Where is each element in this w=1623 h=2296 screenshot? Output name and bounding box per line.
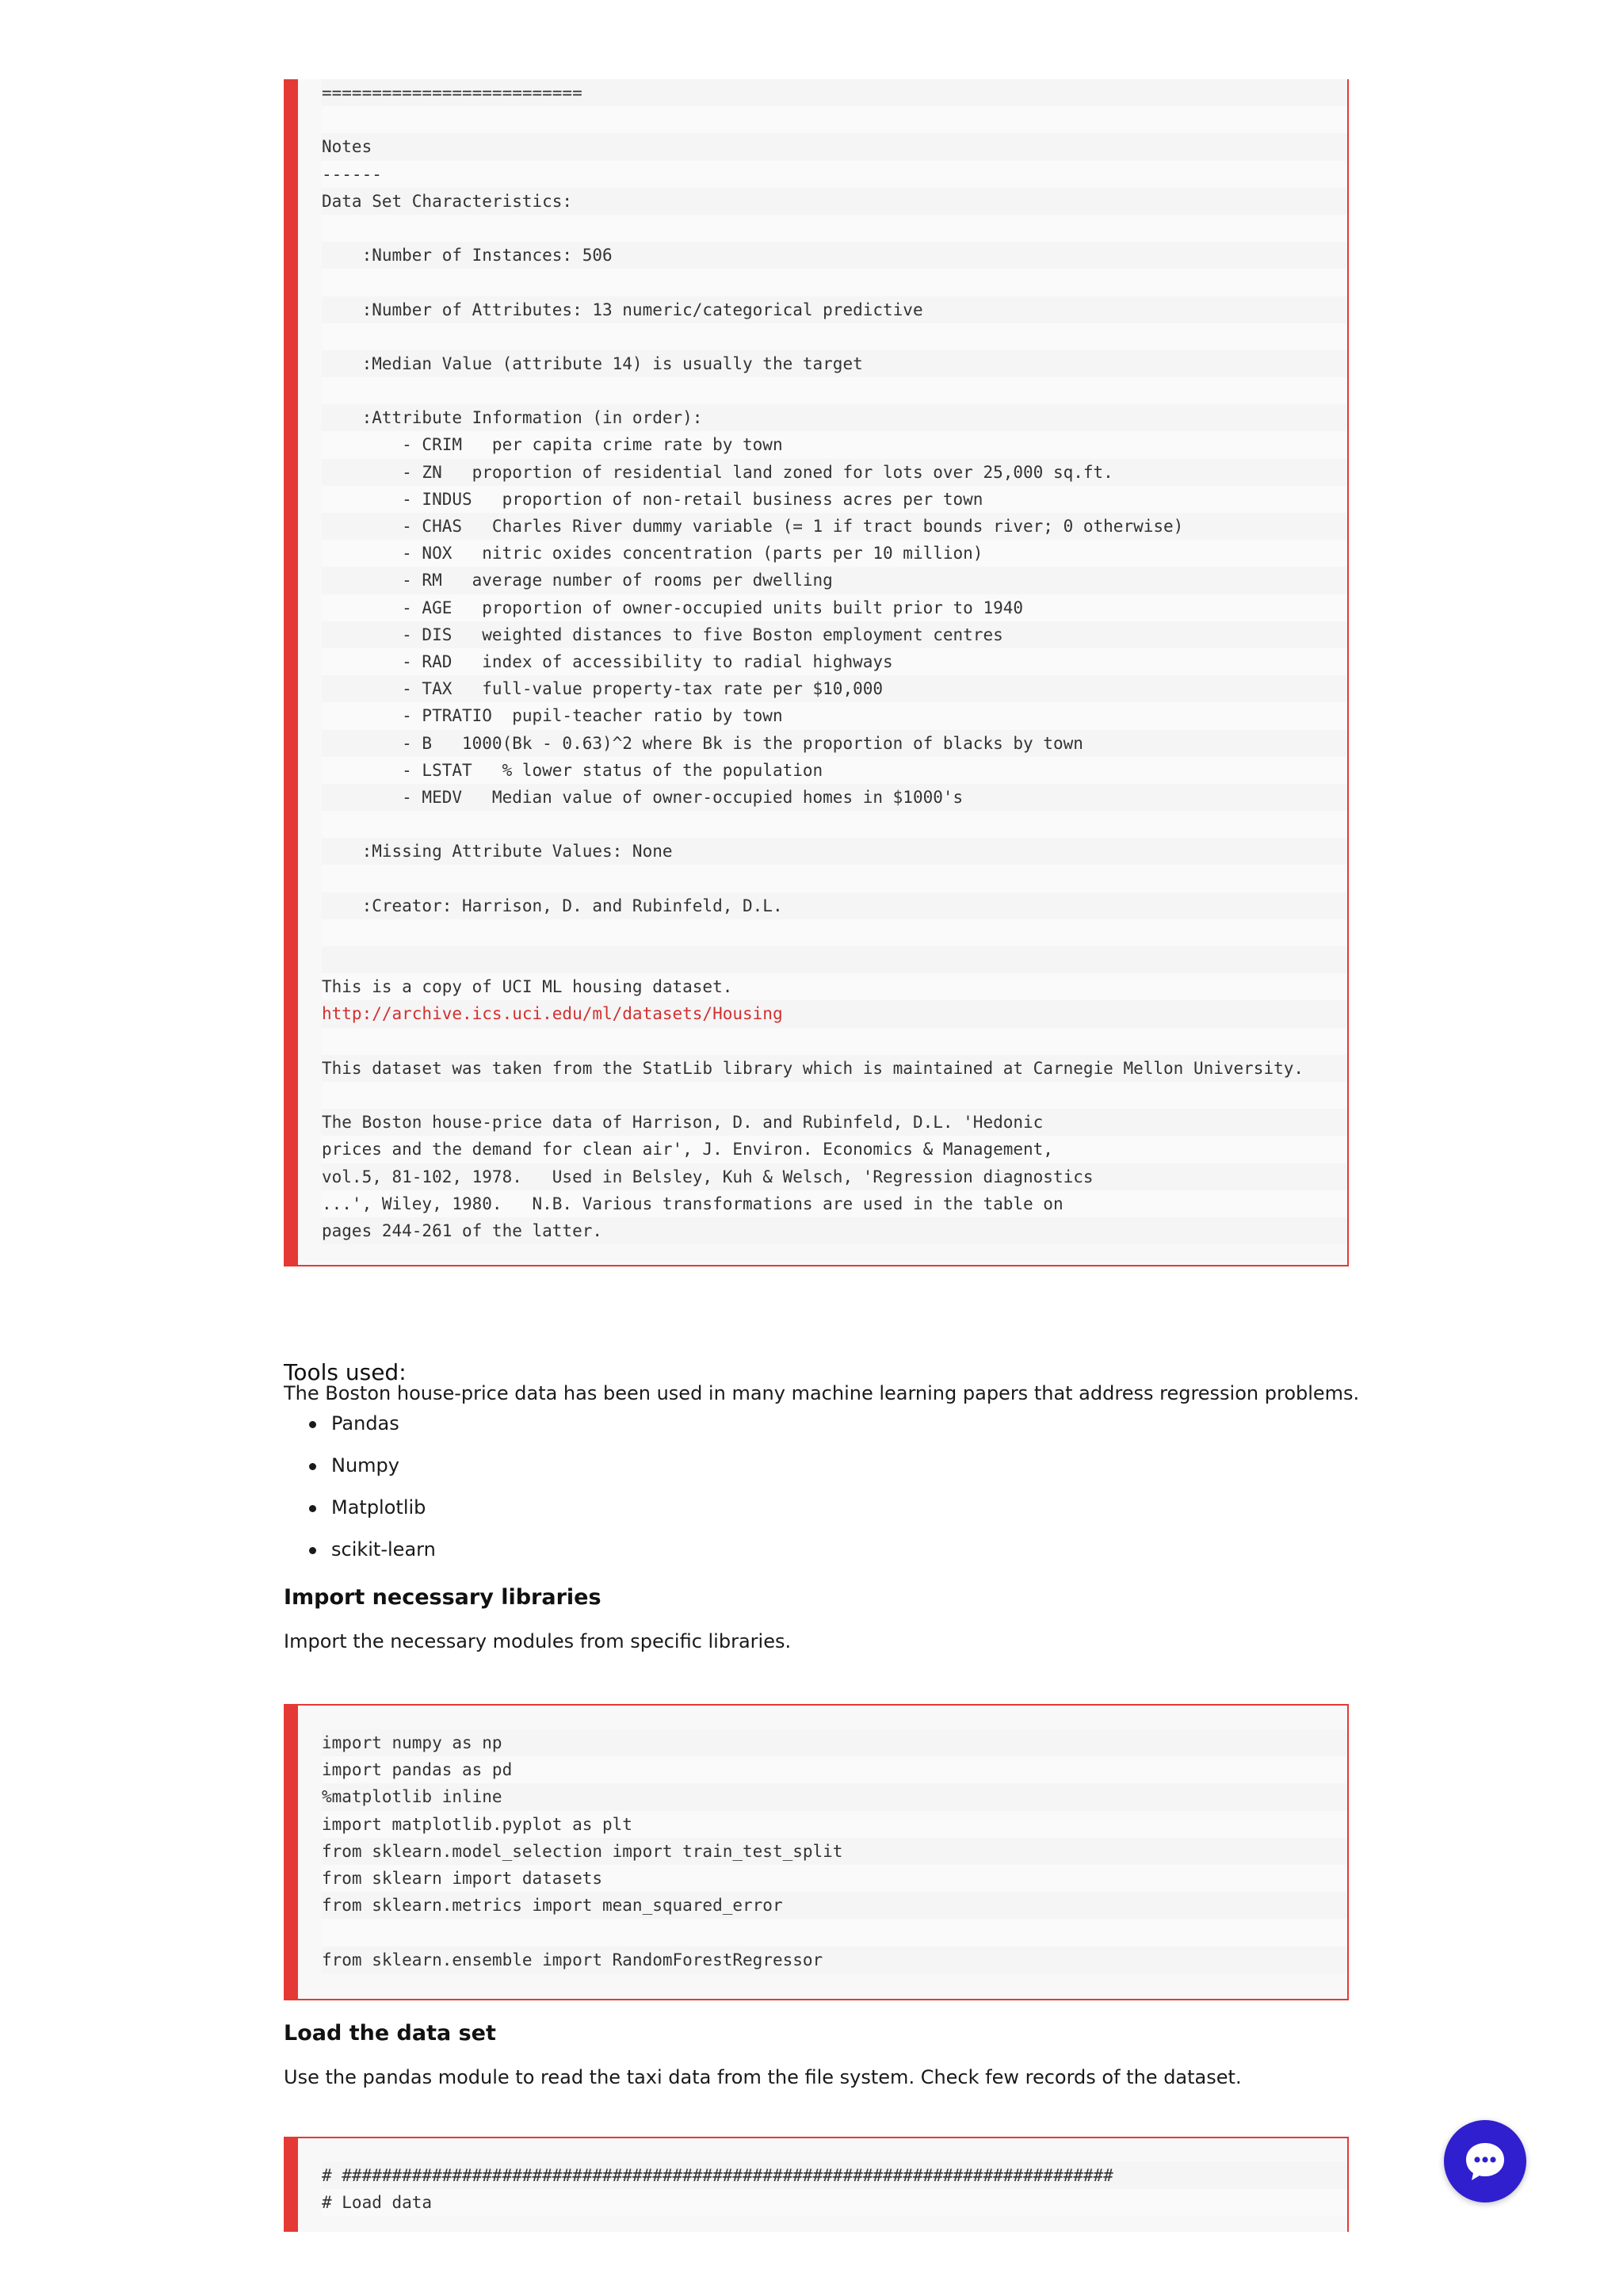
code-line: ------ bbox=[322, 161, 1347, 188]
import-heading: Import necessary libraries bbox=[284, 1585, 601, 1610]
code-line: - CRIM per capita crime rate by town bbox=[322, 431, 1347, 458]
code-line: # ############################################################################# bbox=[322, 2162, 1347, 2189]
code-line: from sklearn.ensemble import RandomForestRegressor bbox=[322, 1946, 1347, 1973]
load-code-block bbox=[284, 2137, 1349, 2232]
code-line bbox=[322, 269, 1347, 296]
dataset-link[interactable]: http://archive.ics.uci.edu/ml/datasets/Housing bbox=[322, 1000, 1347, 1027]
code-line: ========================== bbox=[322, 79, 1347, 106]
code-line: %matplotlib inline bbox=[322, 1783, 1347, 1810]
code-line: import matplotlib.pyplot as plt bbox=[322, 1811, 1347, 1838]
code-line: from sklearn.model_selection import train_test_split bbox=[322, 1838, 1347, 1865]
code-line: pages 244-261 of the latter. bbox=[322, 1217, 1347, 1244]
tools-list bbox=[284, 1403, 436, 1571]
chat-button[interactable] bbox=[1444, 2120, 1526, 2202]
code-line: - MEDV Median value of owner-occupied homes in $1000's bbox=[322, 784, 1347, 811]
code-line bbox=[322, 865, 1347, 892]
dataset-description-code-block bbox=[284, 79, 1349, 1266]
code-line: import pandas as pd bbox=[322, 1756, 1347, 1783]
code-line: - LSTAT % lower status of the population bbox=[322, 757, 1347, 784]
tools-heading: Tools used: bbox=[284, 1359, 407, 1385]
load-description: Use the pandas module to read the taxi data from the file system. Check few records of the dataset. bbox=[284, 2066, 1242, 2088]
intro-paragraph: The Boston house-price data has been used in many machine learning papers that address regression problems. bbox=[284, 1382, 1360, 1404]
code-line: The Boston house-price data of Harrison, D. and Rubinfeld, D.L. 'Hedonic bbox=[322, 1109, 1347, 1136]
code-line: import numpy as np bbox=[322, 1729, 1347, 1756]
tool-item: Pandas bbox=[284, 1403, 436, 1445]
code-line: :Attribute Information (in order): bbox=[322, 404, 1347, 431]
code-line: - INDUS proportion of non-retail business acres per town bbox=[322, 486, 1347, 513]
code-line bbox=[322, 919, 1347, 946]
code-line: - DIS weighted distances to five Boston employment centres bbox=[322, 621, 1347, 648]
tool-item: Numpy bbox=[284, 1445, 436, 1487]
load-heading: Load the data set bbox=[284, 2021, 496, 2046]
code-line: - ZN proportion of residential land zoned for lots over 25,000 sq.ft. bbox=[322, 459, 1347, 486]
code-line bbox=[322, 1028, 1347, 1055]
code-line: # Load data bbox=[322, 2189, 1347, 2216]
code-line bbox=[322, 323, 1347, 350]
code-line: - RAD index of accessibility to radial highways bbox=[322, 648, 1347, 675]
code-line bbox=[322, 215, 1347, 242]
code-line: from sklearn import datasets bbox=[322, 1865, 1347, 1892]
code-line: - TAX full-value property-tax rate per $10,000 bbox=[322, 675, 1347, 702]
code-line bbox=[322, 946, 1347, 973]
code-line: ...', Wiley, 1980. N.B. Various transformations are used in the table on bbox=[322, 1190, 1347, 1217]
code-line bbox=[322, 1919, 1347, 1946]
code-line: :Missing Attribute Values: None bbox=[322, 838, 1347, 865]
import-code-block bbox=[284, 1704, 1349, 2000]
chat-bubble-icon bbox=[1462, 2140, 1508, 2183]
code-line: prices and the demand for clean air', J. Environ. Economics & Management, bbox=[322, 1136, 1347, 1163]
import-description: Import the necessary modules from specific libraries. bbox=[284, 1630, 792, 1652]
code-line bbox=[322, 1082, 1347, 1109]
code-lines bbox=[298, 1706, 1347, 1973]
code-line bbox=[322, 106, 1347, 133]
code-line: This is a copy of UCI ML housing dataset. bbox=[322, 973, 1347, 1000]
code-line: :Median Value (attribute 14) is usually the target bbox=[322, 350, 1347, 377]
code-line: - B 1000(Bk - 0.63)^2 where Bk is the proportion of blacks by town bbox=[322, 730, 1347, 757]
code-line: - PTRATIO pupil-teacher ratio by town bbox=[322, 702, 1347, 729]
code-line bbox=[322, 811, 1347, 838]
code-line: :Number of Instances: 506 bbox=[322, 242, 1347, 269]
code-line: from sklearn.metrics import mean_squared_error bbox=[322, 1892, 1347, 1919]
code-line: Data Set Characteristics: bbox=[322, 188, 1347, 215]
code-line: - NOX nitric oxides concentration (parts per 10 million) bbox=[322, 540, 1347, 567]
code-line bbox=[322, 377, 1347, 404]
code-lines bbox=[298, 2138, 1347, 2216]
code-line: This dataset was taken from the StatLib library which is maintained at Carnegie Mellon University. bbox=[322, 1055, 1347, 1082]
code-line: - RM average number of rooms per dwelling bbox=[322, 567, 1347, 594]
code-line: :Creator: Harrison, D. and Rubinfeld, D.L. bbox=[322, 892, 1347, 919]
code-line: - AGE proportion of owner-occupied units built prior to 1940 bbox=[322, 594, 1347, 621]
tool-item: scikit-learn bbox=[284, 1529, 436, 1571]
code-line: - CHAS Charles River dummy variable (= 1 if tract bounds river; 0 otherwise) bbox=[322, 513, 1347, 540]
code-line: vol.5, 81-102, 1978. Used in Belsley, Kuh & Welsch, 'Regression diagnostics bbox=[322, 1163, 1347, 1190]
code-lines bbox=[298, 79, 1347, 1244]
code-line: :Number of Attributes: 13 numeric/categorical predictive bbox=[322, 296, 1347, 323]
code-line: Notes bbox=[322, 133, 1347, 160]
tool-item: Matplotlib bbox=[284, 1487, 436, 1529]
